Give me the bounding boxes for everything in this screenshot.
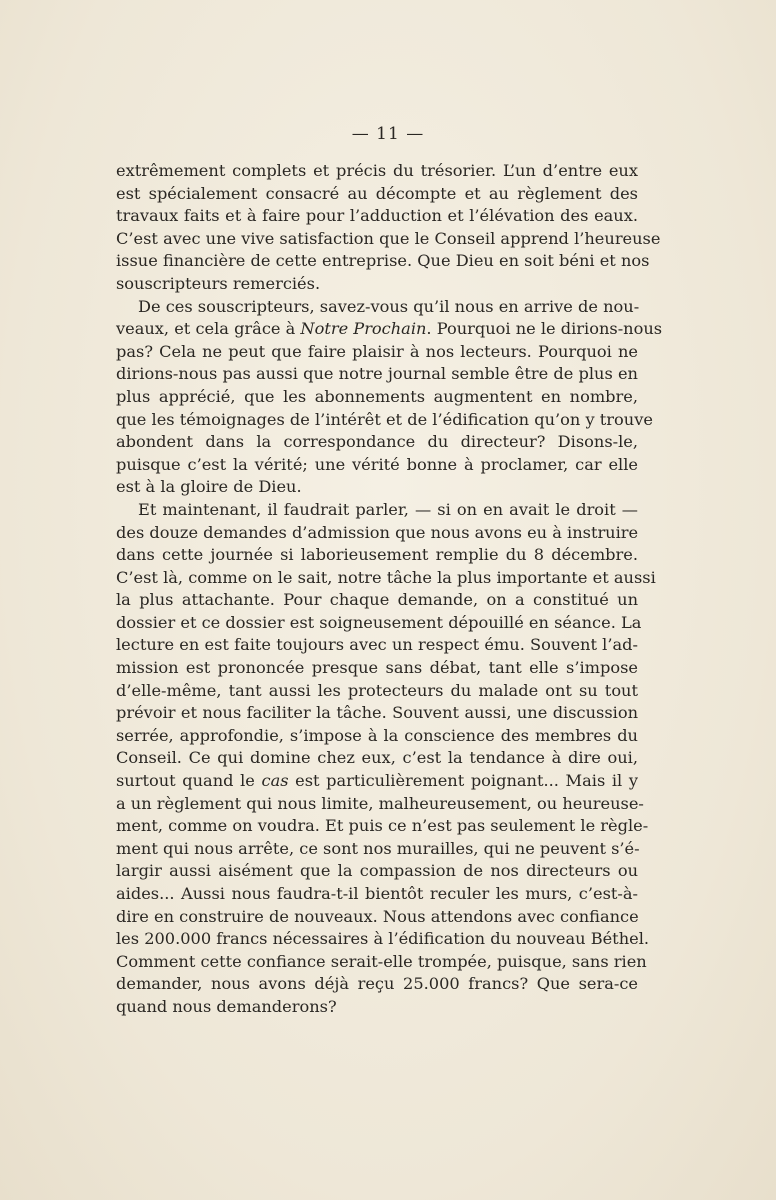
text-line: prévoir et nous faciliter la tâche. Souvent aussi, une discussion (116, 703, 638, 723)
text-line: lecture en est faite toujours avec un respect ému. Souvent l’ad- (116, 635, 638, 655)
text-line: Comment cette confiance serait-elle trompée, puisque, sans rien (116, 951, 647, 971)
text-line: est spécialement consacré au décompte et au règlement des (116, 183, 638, 203)
text-line: demander, nous avons déjà reçu 25.000 francs? Que sera-ce (116, 974, 638, 994)
text-line: Conseil. Ce qui domine chez eux, c’est la tendance à dire oui, (116, 748, 638, 768)
text-line: les 200.000 francs nécessaires à l’édification du nouveau Béthel. (116, 929, 650, 949)
text-line: ment, comme on voudra. Et puis ce n’est pas seulement le règle- (116, 816, 649, 836)
text-line: dans cette journée si laborieusement remplie du 8 décembre. (116, 545, 638, 565)
text-line: extrêmement complets et précis du trésorier. L’un d’entre eux (116, 161, 638, 180)
paragraph (116, 296, 663, 499)
text-line: d’elle-même, tant aussi les protecteurs du malade ont su tout (116, 680, 638, 700)
text-line: dire en construire de nouveaux. Nous attendons avec confiance (116, 906, 639, 926)
text-line: pas? Cela ne peut que faire plaisir à nos lecteurs. Pourquoi ne (116, 341, 638, 361)
paragraph (116, 499, 656, 1019)
text-line: la plus attachante. Pour chaque demande, on a constitué un (116, 590, 638, 610)
page-number: — 11 — (351, 124, 425, 144)
text-line: que les témoignages de l’intérêt et de l’édification qu’on y trouve (116, 409, 653, 429)
text-line: ment qui nous arrête, ce sont nos murailles, qui ne peuvent s’é- (116, 838, 640, 858)
body-text (116, 160, 663, 1019)
text-line: a un règlement qui nous limite, malheureusement, ou heureuse- (116, 793, 644, 813)
text-line: des douze demandes d’admission que nous avons eu à instruire (116, 522, 639, 542)
text-line: quand nous demanderons? (116, 996, 337, 1016)
paragraph (116, 160, 661, 296)
text-line: souscripteurs remerciés. (116, 273, 321, 293)
text-line: issue financière de cette entreprise. Que Dieu en soit béni et nos (116, 251, 650, 271)
text-line: Et maintenant, il faudrait parler, — si on en avait le droit — (138, 499, 638, 519)
text-line: De ces souscripteurs, savez-vous qu’il nous en arrive de nou- (138, 296, 640, 316)
text-line: C’est là, comme on le sait, notre tâche la plus importante et aussi (116, 567, 656, 587)
text-line: plus apprécié, que les abonnements augmentent en nombre, (116, 386, 638, 406)
text-line: est à la gloire de Dieu. (116, 477, 302, 497)
text-line: puisque c’est la vérité; une vérité bonne à proclamer, car elle (116, 454, 638, 474)
text-line: dirions-nous pas aussi que notre journal semble être de plus en (116, 364, 638, 384)
text-line: dossier et ce dossier est soigneusement dépouillé en séance. La (116, 612, 642, 632)
text-line: aides... Aussi nous faudra-t-il bientôt reculer les murs, c’est-à- (116, 884, 638, 903)
text-line: C’est avec une vive satisfaction que le Conseil apprend l’heureuse (116, 228, 661, 248)
text-line: travaux faits et à faire pour l’adduction et l’élévation des eaux. (116, 206, 638, 226)
text-line: surtout quand le cas est particulièrement poignant... Mais il y (116, 771, 638, 791)
text-line: serrée, approfondie, s’impose à la conscience des membres du (116, 725, 638, 745)
text-line: largir aussi aisément que la compassion de nos directeurs ou (116, 861, 638, 881)
text-line: veaux, et cela grâce à Notre Prochain. Pourquoi ne le dirions-nous (116, 319, 663, 339)
text-line: mission est prononcée presque sans débat, tant elle s’impose (116, 658, 638, 678)
text-line: abondent dans la correspondance du directeur? Disons-le, (116, 432, 638, 452)
